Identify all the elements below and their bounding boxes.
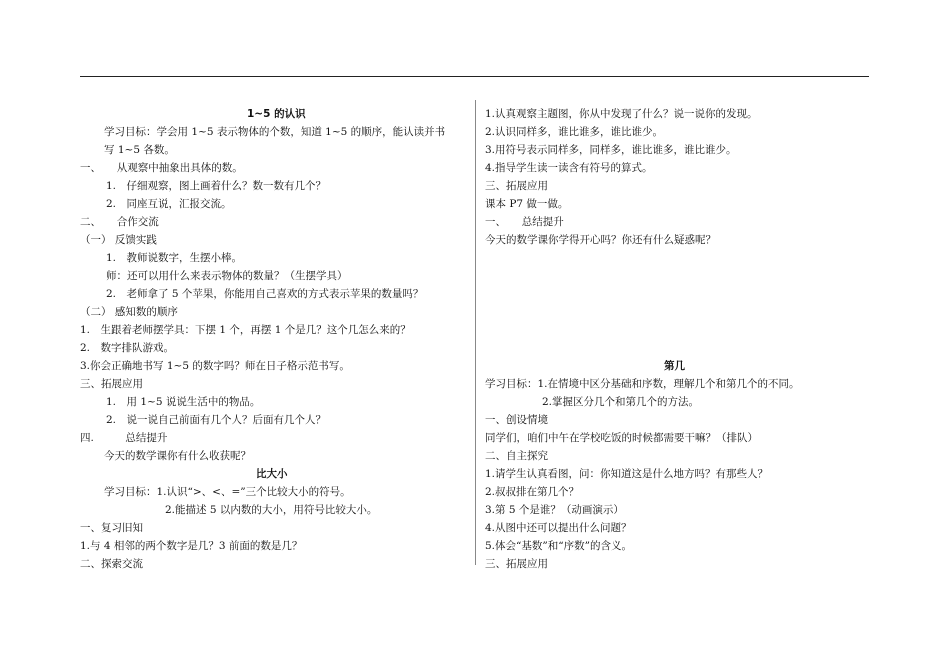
list-item: 1. 教师说数字，生摆小棒。: [106, 252, 243, 264]
section-heading: 二、自主探究: [485, 450, 548, 462]
section-heading: 三、拓展应用: [485, 558, 548, 570]
list-item: 课本 P7 做一做。: [485, 198, 569, 210]
list-item: 3.第 5 个是谁？（动画演示）: [485, 504, 624, 516]
section-heading: 三、拓展应用: [485, 180, 548, 192]
subsection-heading: （一） 反馈实践: [80, 234, 157, 246]
list-item: 今天的数学课你有什么收获呢？: [104, 450, 251, 462]
list-item: 1. 用 1~5 说说生活中的物品。: [106, 396, 261, 408]
header-rule: [80, 76, 869, 77]
goal-line: 学习目标：学会用 1~5 表示物体的个数，知道 1~5 的顺序，能认读并书: [104, 126, 446, 138]
list-item: 2. 老师拿了 5 个苹果，你能用自己喜欢的方式表示苹果的数量吗？: [106, 288, 424, 300]
lesson-title-3: 第几: [664, 360, 685, 372]
subsection-heading: （二） 感知数的顺序: [80, 306, 178, 318]
list-item: 今天的数学课你学得开心吗？你还有什么疑惑呢？: [485, 234, 716, 246]
list-item: 1.请学生认真看图，问：你知道这是什么地方吗？有那些人？: [485, 468, 769, 480]
goal-line: 学习目标：1.在情境中区分基础和序数，理解几个和第几个的不同。: [485, 378, 800, 390]
list-item: 4.从图中还可以提出什么问题？: [485, 522, 632, 534]
lesson-title-2: 比大小: [256, 468, 288, 480]
section-heading: 二、探索交流: [80, 558, 143, 570]
list-item: 3.用符号表示同样多，同样多，谁比谁多，谁比谁少。: [485, 144, 737, 156]
list-item: 2.叔叔排在第几个？: [485, 486, 580, 498]
section-heading: 一、复习旧知: [80, 522, 143, 534]
section-heading: 一、 总结提升: [485, 216, 564, 228]
section-heading: 一、 从观察中抽象出具体的数。: [80, 162, 243, 174]
list-item: 同学们，咱们中午在学校吃饭的时候都需要干嘛？（排队）: [485, 432, 758, 444]
goal-line: 写 1~5 各数。: [104, 144, 175, 156]
goal-line: 2.能描述 5 以内数的大小，用符号比较大小。: [165, 504, 378, 516]
section-heading: 三、拓展应用: [80, 378, 143, 390]
section-heading: 二、 合作交流: [80, 216, 159, 228]
column-divider: [475, 100, 476, 565]
list-item: 1.认真观察主题图，你从中发现了什么？说一说你的发现。: [485, 108, 758, 120]
list-item: 2. 数字排队游戏。: [80, 342, 175, 354]
list-item: 师：还可以用什么来表示物体的数量？（生摆学具）: [106, 270, 348, 282]
list-item: 1.与 4 相邻的两个数字是几？3 前面的数是几？: [80, 540, 303, 552]
list-item: 1. 生跟着老师摆学具：下摆 1 个，再摆 1 个是几？这个几怎么来的？: [80, 324, 411, 336]
lesson-title-1: 1~5 的认识: [247, 108, 306, 120]
list-item: 5.体会“基数”和“序数”的含义。: [485, 540, 632, 552]
list-item: 3.你会正确地书写 1~5 的数字吗？师在日子格示范书写。: [80, 360, 350, 372]
section-heading: 四. 总结提升: [80, 432, 168, 444]
section-heading: 一、创设情境: [485, 414, 548, 426]
goal-line: 2.掌握区分几个和第几个的方法。: [542, 396, 700, 408]
list-item: 4.指导学生读一读含有符号的算式。: [485, 162, 653, 174]
list-item: 2. 同座互说，汇报交流。: [106, 198, 232, 210]
list-item: 2. 说一说自己前面有几个人？后面有几个人？: [106, 414, 327, 426]
list-item: 1. 仔细观察，图上画着什么？数一数有几个？: [106, 180, 327, 192]
goal-line: 学习目标：1.认识“>、<、=”三个比较大小的符号。: [104, 486, 351, 498]
list-item: 2.认识同样多，谁比谁多，谁比谁少。: [485, 126, 664, 138]
